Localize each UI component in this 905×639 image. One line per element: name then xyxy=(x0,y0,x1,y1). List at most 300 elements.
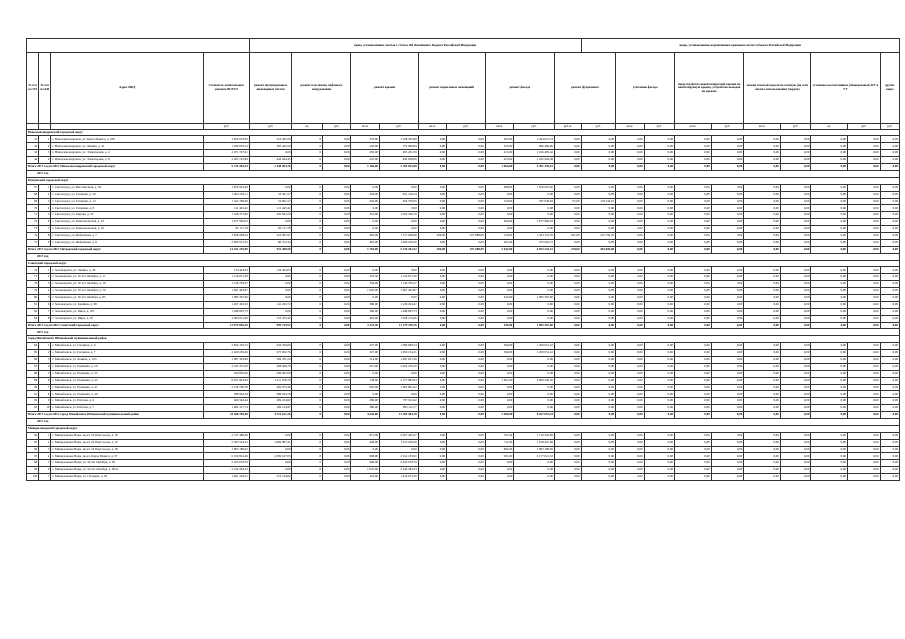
value-cell: 0,00 xyxy=(554,301,581,308)
total-value: 14 161 239,09 xyxy=(204,246,250,253)
address-cell: г. Светлоград, ул. Гагарина, д. 8 xyxy=(51,205,204,212)
value-cell: 0,00 xyxy=(581,370,616,377)
value-cell: 1 182 964,38 xyxy=(514,157,555,164)
total-value: 0,00 xyxy=(780,322,811,329)
value-cell: 2 663 611,09 xyxy=(204,315,250,322)
total-value: 0,00 xyxy=(744,164,781,171)
value-cell: 2 737 488,46 xyxy=(204,432,250,439)
value-cell: 0,00 xyxy=(880,281,899,288)
value-cell: 0,00 xyxy=(847,232,880,239)
value-cell: 0,00 xyxy=(744,467,781,474)
value-cell: 0,00 xyxy=(554,226,581,233)
value-cell: 0,00 xyxy=(880,219,899,226)
value-cell: 0,00 xyxy=(418,377,446,384)
value-cell: 0,00 xyxy=(811,232,848,239)
value-cell: 0,00 xyxy=(744,460,781,467)
address-cell: г. Светлоград, ул. Гагарина, д. 12 xyxy=(51,198,204,205)
value-cell: 0,00 xyxy=(780,453,811,460)
value-cell: 0,00 xyxy=(744,205,781,212)
value-cell: 0,00 xyxy=(744,363,781,370)
value-cell: 2 244 584,33 xyxy=(379,467,418,474)
value-cell: 0,00 xyxy=(744,239,781,246)
value-cell: 0,00 xyxy=(447,301,486,308)
value-cell: 283,00 xyxy=(351,150,379,157)
value-cell: 88 xyxy=(27,370,39,377)
value-cell: 399,00 xyxy=(485,350,513,357)
value-cell: 0,00 xyxy=(581,315,616,322)
value-cell: 0,00 xyxy=(485,370,513,377)
section-title: Советский городской округ xyxy=(27,260,900,267)
table-row xyxy=(27,474,900,481)
total-value: 0,00 xyxy=(581,322,616,329)
section-header xyxy=(27,425,900,432)
value-cell: 0,00 xyxy=(847,446,880,453)
value-cell: 0,00 xyxy=(554,184,581,191)
value-cell: 86 xyxy=(27,356,39,363)
value-cell: 2 403 722,89 xyxy=(204,157,250,164)
value-cell: 0,00 xyxy=(880,294,899,301)
total-value: 11 369 494,78 xyxy=(379,412,418,419)
value-cell: 445,00 xyxy=(485,294,513,301)
value-cell: 0,00 xyxy=(616,363,644,370)
value-cell: 0,00 xyxy=(323,226,351,233)
value-cell: 0,00 xyxy=(323,363,351,370)
value-cell: 0,00 xyxy=(744,377,781,384)
value-cell: 0,00 xyxy=(780,143,811,150)
value-cell: 396,00 xyxy=(351,308,379,315)
value-cell: 0,00 xyxy=(249,184,292,191)
header-other: другие виды xyxy=(880,53,899,124)
value-cell: 0,00 xyxy=(447,281,486,288)
header-engineering: ремонт внутридомовых инженерных систем xyxy=(249,53,292,124)
value-cell: 118 234,01 xyxy=(581,198,616,205)
value-cell: 0,00 xyxy=(351,226,379,233)
value-cell: 0 xyxy=(292,474,323,481)
value-cell: 1 294 021,53 xyxy=(514,136,555,143)
value-cell: 0,00 xyxy=(323,308,351,315)
value-cell: 0,00 xyxy=(447,405,486,412)
value-cell: 0,00 xyxy=(447,384,486,391)
value-cell: 0,00 xyxy=(644,384,675,391)
value-cell: 0,00 xyxy=(323,157,351,164)
year-label: 2017 год xyxy=(27,329,900,336)
value-cell: 0,00 xyxy=(581,439,616,446)
value-cell: 0,00 xyxy=(880,308,899,315)
value-cell: 399,00 xyxy=(485,343,513,350)
value-cell: 1 228 565,80 xyxy=(379,136,418,143)
value-cell: 0,00 xyxy=(581,474,616,481)
value-cell: 0,00 xyxy=(418,294,446,301)
value-cell: 0,00 xyxy=(675,150,712,157)
table-row xyxy=(27,343,900,350)
value-cell: 0,00 xyxy=(554,274,581,281)
table-row xyxy=(27,239,900,246)
unit-cell: руб. xyxy=(581,124,616,130)
value-cell: 333,30 xyxy=(351,274,379,281)
value-cell: 6 190 822,46 xyxy=(204,453,250,460)
value-cell: 0,00 xyxy=(675,460,712,467)
value-cell: 0,00 xyxy=(447,219,486,226)
value-cell: 0,00 xyxy=(880,467,899,474)
value-cell: 0,00 xyxy=(447,267,486,274)
value-cell: 0,00 xyxy=(514,391,555,398)
address-cell: г. Минеральные Воды, ул. Гагарина, д. 50 xyxy=(51,474,204,481)
total-value: 3 785 053,08 xyxy=(379,164,418,171)
value-cell: 3 xyxy=(39,446,51,453)
header-cost: Стоимость капитального ремонта ВСЕГО xyxy=(204,53,250,124)
unit-cell: руб. xyxy=(249,124,292,130)
value-cell: 0,00 xyxy=(744,398,781,405)
value-cell: 0,00 xyxy=(880,150,899,157)
value-cell: 0,00 xyxy=(514,356,555,363)
value-cell: 0,00 xyxy=(581,191,616,198)
value-cell: 0,00 xyxy=(514,460,555,467)
value-cell: 2 027 445,27 xyxy=(379,432,418,439)
unit-cell: кв.м. xyxy=(675,124,712,130)
value-cell: 0 xyxy=(292,274,323,281)
value-cell: 78 xyxy=(27,281,39,288)
value-cell: 0,00 xyxy=(644,363,675,370)
total-value: 0,00 xyxy=(323,322,351,329)
value-cell: 0,00 xyxy=(711,432,744,439)
value-cell: 73 xyxy=(27,226,39,233)
section-header xyxy=(27,336,900,343)
value-cell: 0 xyxy=(292,301,323,308)
value-cell: 0,00 xyxy=(644,267,675,274)
value-cell: 5 395 524,25 xyxy=(204,439,250,446)
value-cell: 0,00 xyxy=(447,391,486,398)
value-cell: 0 xyxy=(292,198,323,205)
total-value: 1 085 367,60 xyxy=(514,322,555,329)
value-cell: 0,00 xyxy=(711,198,744,205)
total-value: 0,00 xyxy=(675,322,712,329)
value-cell: 0,00 xyxy=(780,446,811,453)
value-cell: 0,00 xyxy=(379,267,418,274)
value-cell: 0,00 xyxy=(847,308,880,315)
value-cell: 0,00 xyxy=(880,398,899,405)
value-cell: 0,00 xyxy=(485,301,513,308)
value-cell: 0,00 xyxy=(675,274,712,281)
value-cell: 0,00 xyxy=(847,453,880,460)
unit-cell: руб. xyxy=(644,124,675,130)
value-cell: 0,00 xyxy=(447,212,486,219)
value-cell: 1 048 005,73 xyxy=(204,308,250,315)
value-cell: 0,00 xyxy=(554,350,581,357)
address-cell: г. Зеленокумск, ул. Мира, д. 20 xyxy=(51,315,204,322)
value-cell: 0,00 xyxy=(711,226,744,233)
value-cell: 0,00 xyxy=(711,467,744,474)
value-cell: 0,00 xyxy=(811,226,848,233)
value-cell: 120,00 xyxy=(485,198,513,205)
value-cell: 2 824 104,72 xyxy=(204,343,250,350)
value-cell: 0,00 xyxy=(847,391,880,398)
value-cell: 2 023 618,79 xyxy=(204,460,250,467)
value-cell: 7 xyxy=(39,308,51,315)
value-cell: 0,00 xyxy=(780,301,811,308)
value-cell: 0,00 xyxy=(581,363,616,370)
address-cell: г. Зеленокумск, ул. 50 лет Октября, д. 85 xyxy=(51,294,204,301)
value-cell: 76 xyxy=(27,267,39,274)
value-cell: 0,00 xyxy=(249,274,292,281)
value-cell: 0,00 xyxy=(581,453,616,460)
value-cell: 141 202,72 xyxy=(249,301,292,308)
value-cell: 0,00 xyxy=(711,184,744,191)
unit-cell: руб. xyxy=(780,124,811,130)
value-cell: 0,00 xyxy=(485,474,513,481)
value-cell: 0,00 xyxy=(581,398,616,405)
total-label: Итого 2017 год по МО: Петровский городской округ xyxy=(27,246,204,253)
value-cell: 0,00 xyxy=(644,205,675,212)
value-cell: 0,00 xyxy=(675,315,712,322)
value-cell: 0 xyxy=(292,281,323,288)
total-value: 0,00 xyxy=(847,246,880,253)
header-basement: ремонт подвальных помещений xyxy=(418,53,485,124)
value-cell: 0,00 xyxy=(616,377,644,384)
value-cell: 95 xyxy=(27,439,39,446)
value-cell: 415,00 xyxy=(485,150,513,157)
value-cell: 0,00 xyxy=(711,453,744,460)
value-cell: 0,00 xyxy=(780,136,811,143)
value-cell: 327,00 xyxy=(351,350,379,357)
value-cell: 0,00 xyxy=(418,384,446,391)
value-cell: 0,00 xyxy=(711,288,744,295)
value-cell: 0,00 xyxy=(418,467,446,474)
value-cell: 0,00 xyxy=(811,363,848,370)
table-row xyxy=(27,150,900,157)
value-cell: 0,00 xyxy=(780,363,811,370)
value-cell: 0,00 xyxy=(616,205,644,212)
value-cell: 0,00 xyxy=(418,439,446,446)
value-cell: 294,00 xyxy=(351,191,379,198)
table-row xyxy=(27,198,900,205)
value-cell: 0,00 xyxy=(780,205,811,212)
total-value: 9 725 284,34 xyxy=(204,164,250,171)
value-cell: 0,00 xyxy=(644,274,675,281)
value-cell: 0,00 xyxy=(711,157,744,164)
value-cell: 0,00 xyxy=(616,370,644,377)
value-cell: 0,00 xyxy=(811,308,848,315)
value-cell: 0,00 xyxy=(323,391,351,398)
value-cell: 0,00 xyxy=(323,212,351,219)
value-cell: 0,00 xyxy=(780,219,811,226)
value-cell: 0,00 xyxy=(351,391,379,398)
value-cell: 98 xyxy=(27,460,39,467)
value-cell: 1 267 493,19 xyxy=(204,301,250,308)
value-cell: 1 228 371,90 xyxy=(204,212,250,219)
value-cell: 0 xyxy=(292,405,323,412)
address-cell: г. Минеральные Воды, пр-кт. 22 Партсъезда, д. 38 xyxy=(51,446,204,453)
value-cell: 0,00 xyxy=(485,398,513,405)
value-cell: 1 209 051,22 xyxy=(514,350,555,357)
value-cell: 0,00 xyxy=(485,363,513,370)
address-cell: г. Михайловск, ул. Пушкина, д. 47 xyxy=(51,384,204,391)
header-meters: установка коллективных (общедомовых) ПУ и УУ xyxy=(811,53,880,124)
value-cell: 5 xyxy=(39,370,51,377)
value-cell: 0,00 xyxy=(675,294,712,301)
value-cell: 3 xyxy=(39,281,51,288)
value-cell: 0,00 xyxy=(249,308,292,315)
value-cell: 6 xyxy=(39,467,51,474)
value-cell: 0,00 xyxy=(447,239,486,246)
unit-cell: кв.м. xyxy=(418,124,446,130)
total-value: 4 491 359,01 xyxy=(514,164,555,171)
value-cell: 465,00 xyxy=(485,136,513,143)
header-foundation: ремонт фундамента xyxy=(554,53,615,124)
value-cell: 0,00 xyxy=(581,205,616,212)
value-cell: 0,00 xyxy=(847,219,880,226)
total-value: 0,00 xyxy=(418,412,446,419)
address-cell: г. Новоалександровск, ул. Элеваторная, д. 8 xyxy=(51,157,204,164)
total-label: Итого 2017 год по МО: город Михайловск Шпаковский муниципальный район xyxy=(27,412,204,419)
total-value: 0 xyxy=(292,322,323,329)
unit-cell: кв.м. xyxy=(616,124,644,130)
value-cell: 0,00 xyxy=(616,439,644,446)
header-no-ks: № п/п по КП xyxy=(39,53,51,124)
value-cell: 0,00 xyxy=(711,460,744,467)
value-cell: 0,00 xyxy=(554,446,581,453)
value-cell: 0,00 xyxy=(418,205,446,212)
value-cell: 0,00 xyxy=(554,157,581,164)
total-value: 0,00 xyxy=(847,412,880,419)
value-cell: 0,00 xyxy=(880,239,899,246)
value-cell: 1 059 154,31 xyxy=(379,350,418,357)
value-cell: 0,00 xyxy=(675,384,712,391)
value-cell: 0 xyxy=(292,150,323,157)
value-cell: 283 445,50 xyxy=(249,143,292,150)
value-cell: 0,00 xyxy=(554,460,581,467)
value-cell: 0,00 xyxy=(780,239,811,246)
value-cell: 0 xyxy=(292,157,323,164)
value-cell: 0,00 xyxy=(711,384,744,391)
total-value: 0,00 xyxy=(644,412,675,419)
value-cell: 169 124,97 xyxy=(249,405,292,412)
table-row xyxy=(27,453,900,460)
value-cell: 0,00 xyxy=(644,432,675,439)
total-value: 0,00 xyxy=(711,412,744,419)
value-cell: 44 xyxy=(27,157,39,164)
value-cell: 2 177 021,52 xyxy=(514,453,555,460)
value-cell: 1 085 367,60 xyxy=(514,294,555,301)
table-row xyxy=(27,288,900,295)
value-cell: 0,00 xyxy=(514,398,555,405)
value-cell: 0,00 xyxy=(581,343,616,350)
value-cell: 0,00 xyxy=(447,274,486,281)
address-cell: г. Минеральные Воды, пр-кт. 22 Партсъезда, д. 32 xyxy=(51,439,204,446)
value-cell: 0,00 xyxy=(418,157,446,164)
value-cell: 0 xyxy=(292,212,323,219)
value-cell: 0,00 xyxy=(880,446,899,453)
value-cell: 0,00 xyxy=(847,350,880,357)
value-cell: 397 036,83 xyxy=(514,198,555,205)
value-cell: 97 xyxy=(27,453,39,460)
value-cell: 0,00 xyxy=(447,343,486,350)
total-value: 0,00 xyxy=(711,322,744,329)
value-cell: 0,00 xyxy=(675,377,712,384)
value-cell: 0,00 xyxy=(616,315,644,322)
table-row xyxy=(27,315,900,322)
value-cell: 0,00 xyxy=(616,226,644,233)
value-cell: 0,00 xyxy=(811,198,848,205)
value-cell: 388 944,78 xyxy=(249,391,292,398)
value-cell: 0,00 xyxy=(554,343,581,350)
value-cell: 0,00 xyxy=(675,350,712,357)
address-cell: г. Светлоград, ул. Фабричная, д. 7 xyxy=(51,232,204,239)
value-cell: 0,00 xyxy=(485,460,513,467)
total-value: 0,00 xyxy=(711,164,744,171)
value-cell: 0,00 xyxy=(744,288,781,295)
total-value: 0,00 xyxy=(644,164,675,171)
unit-cell: кв.м. xyxy=(485,124,513,130)
value-cell: 53 061,57 xyxy=(249,198,292,205)
value-cell: 0,00 xyxy=(847,432,880,439)
total-value: 0,00 xyxy=(554,412,581,419)
value-cell: 0,00 xyxy=(616,184,644,191)
value-cell: 0,00 xyxy=(744,274,781,281)
value-cell: 1 710 343,09 xyxy=(514,432,555,439)
value-cell: 0 xyxy=(292,315,323,322)
value-cell: 0,00 xyxy=(880,460,899,467)
value-cell: 509 761,54 xyxy=(249,356,292,363)
value-cell: 0,00 xyxy=(616,150,644,157)
value-cell: 0,00 xyxy=(323,370,351,377)
value-cell: 0,00 xyxy=(581,157,616,164)
table-row xyxy=(27,294,900,301)
value-cell: 0 xyxy=(292,267,323,274)
value-cell: 0,00 xyxy=(581,239,616,246)
value-cell: 0,00 xyxy=(811,136,848,143)
value-cell: 2 099 617,03 xyxy=(249,453,292,460)
value-cell: 0,00 xyxy=(447,226,486,233)
value-cell: 0,00 xyxy=(644,343,675,350)
value-cell: 0,00 xyxy=(847,212,880,219)
value-cell: 0,00 xyxy=(811,150,848,157)
value-cell: 0,00 xyxy=(880,212,899,219)
value-cell: 247,00 xyxy=(351,157,379,164)
value-cell: 0,00 xyxy=(880,474,899,481)
value-cell: 6 xyxy=(39,377,51,384)
value-cell: 0,00 xyxy=(780,274,811,281)
value-cell: 0,00 xyxy=(581,143,616,150)
total-value: 1 764,00 xyxy=(351,246,379,253)
header-roof: ремонт крыши xyxy=(351,53,418,124)
value-cell: 0,00 xyxy=(675,370,712,377)
value-cell: 0,00 xyxy=(379,219,418,226)
value-cell: 0 xyxy=(292,143,323,150)
value-cell: 0,00 xyxy=(744,432,781,439)
value-cell: 7 xyxy=(39,474,51,481)
value-cell: 0,00 xyxy=(581,384,616,391)
table-row xyxy=(27,157,900,164)
value-cell: 0,00 xyxy=(811,370,848,377)
value-cell: 0,00 xyxy=(811,143,848,150)
value-cell: 465,00 xyxy=(351,315,379,322)
value-cell: 0,00 xyxy=(744,212,781,219)
value-cell: 0,00 xyxy=(418,343,446,350)
value-cell: 0,00 xyxy=(644,219,675,226)
value-cell: 0,00 xyxy=(323,432,351,439)
value-cell: 0,00 xyxy=(323,405,351,412)
value-cell: 0,00 xyxy=(554,377,581,384)
value-cell: 0,00 xyxy=(514,226,555,233)
value-cell: 8 xyxy=(39,315,51,322)
value-cell: 0,00 xyxy=(711,294,744,301)
value-cell: 0,00 xyxy=(711,356,744,363)
value-cell: 0,00 xyxy=(744,453,781,460)
value-cell: 806 496,66 xyxy=(514,143,555,150)
value-cell: 294,00 xyxy=(351,198,379,205)
value-cell: 0,00 xyxy=(249,460,292,467)
total-value: 24 360 709,48 xyxy=(204,412,250,419)
